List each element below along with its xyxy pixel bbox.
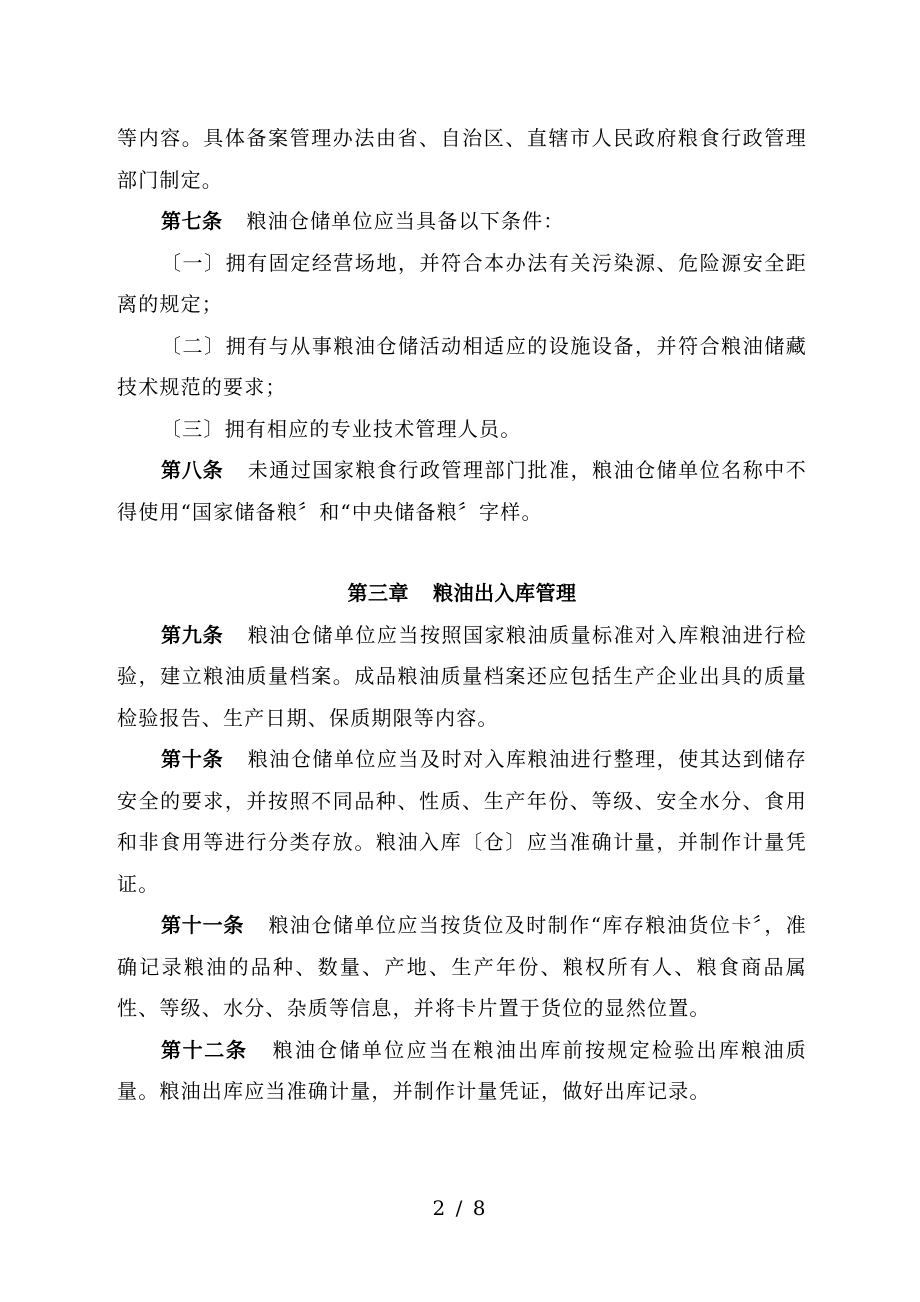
paragraph-text: 等内容。具体备案管理办法由省、自治区、直辖市人民政府粮食行政管理部门制定。	[117, 126, 807, 192]
paragraph-text: 粮油仓储单位应当具备以下条件：	[246, 209, 565, 233]
paragraph-art7-2	[117, 326, 807, 409]
document-page	[117, 118, 807, 1113]
paragraph-text: 粮油仓储单位应当及时对入库粮油进行整理，使其达到储存安全的要求，并按照不同品种、性质、生产年份、等级、安全水分、食用和非食用等进行分类存放。粮油入库〔仓〕应当准确计量，并制作计量凭证。	[117, 747, 808, 896]
article-number: 第七条	[161, 209, 223, 233]
chapter-heading	[117, 573, 807, 615]
bottom-section	[117, 615, 807, 1113]
paragraph-p-cont	[117, 118, 807, 201]
top-section	[117, 118, 807, 533]
article-number: 第八条	[161, 458, 224, 482]
paragraph-art7-3	[117, 409, 807, 451]
paragraph-art10	[117, 739, 807, 905]
article-number: 第十条	[161, 747, 224, 771]
paragraph-art11	[117, 905, 807, 1030]
article-number: 第九条	[161, 622, 224, 647]
chapter-number: 第三章	[347, 581, 409, 605]
page-number: 2 / 8	[432, 1196, 488, 1220]
paragraph-art8	[117, 450, 807, 533]
paragraph-art7-1	[117, 243, 807, 326]
paragraph-art12	[117, 1030, 807, 1113]
article-number: 第十一条	[161, 913, 245, 937]
paragraph-text: 粮油仓储单位应当在粮油出库前按规定检验出库粮油质量。粮油出库应当准确计量，并制作计量凭证，做好出库记录。	[117, 1037, 808, 1103]
chapter-title: 粮油出入库管理	[433, 581, 577, 605]
paragraph-text: 〔二〕拥有与从事粮油仓储活动相适应的设施设备，并符合粮油储藏技术规范的要求；	[117, 333, 807, 399]
paragraph-art9	[117, 615, 807, 740]
paragraph-text: 未通过国家粮食行政管理部门批准，粮油仓储单位名称中不得使用“国家储备粮〞和“中央储备粮〞字样。	[117, 458, 808, 524]
paragraph-text: 〔一〕拥有固定经营场地，并符合本办法有关污染源、危险源安全距离的规定；	[117, 250, 807, 316]
paragraph-text: 〔三〕拥有相应的专业技术管理人员。	[161, 416, 522, 441]
chapter-spacer	[117, 533, 807, 573]
article-number: 第十二条	[161, 1037, 248, 1062]
paragraph-text: 粮油仓储单位应当按照国家粮油质量标准对入库粮油进行检验，建立粮油质量档案。成品粮油质量档案还应包括生产企业出具的质量检验报告、生产日期、保质期限等内容。	[117, 622, 808, 730]
paragraph-art7	[117, 201, 807, 243]
paragraph-text: 粮油仓储单位应当按货位及时制作“库存粮油货位卡〞，准确记录粮油的品种、数量、产地、生产年份、粮权所有人、粮食商品属性、等级、水分、杂质等信息，并将卡片置于货位的显然位置。	[117, 913, 808, 1020]
